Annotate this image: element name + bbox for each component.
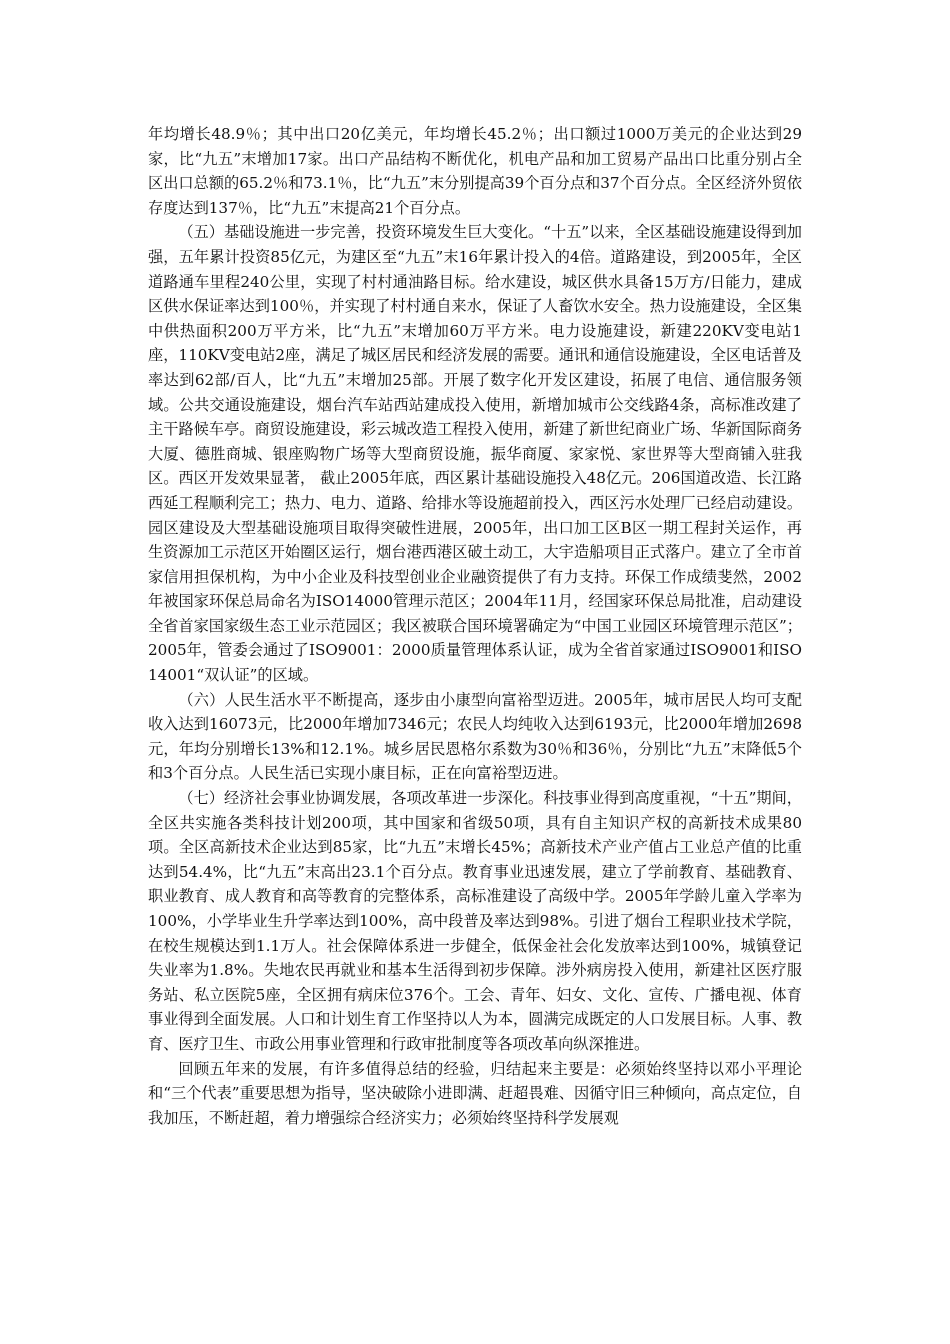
paragraph-social-development: （七）经济社会事业协调发展，各项改革进一步深化。科技事业得到高度重视，“十五”期间，全区共实施各类科技计划200项，其中国家和省级50项，具有自主知识产权的高新技术成果80项。全区高新技术企业达到85家，比“九五”末增长45%；高新技术产业产值占工业总产值的比重达到54.4%，比“九五”末高出23.1个百分点。教育事业迅速发展，建立了学前教育、基础教育、职业教育、成人教育和高等教育的完整体系，高标准建设了高级中学。2005年学龄儿童入学率为100%，小学毕业生升学率达到100%，高中段普及率达到98%。引进了烟台工程职业技术学院，在校生规模达到1.1万人。社会保障体系进一步健全，低保金社会化发放率达到100%，城镇登记失业率为1.8%。失地农民再就业和基本生活得到初步保障。涉外病房投入使用，新建社区医疗服务站、私立医院5座，全区拥有病床位376个。工会、青年、妇女、文化、宣传、广播电视、体育事业得到全面发展。人口和计划生育工作坚持以人为本，圆满完成既定的人口发展目标。人事、教育、医疗卫生、市政公用事业管理和行政审批制度等各项改革向纵深推进。 xyxy=(148,789,802,1053)
paragraph-review-experience: 回顾五年来的发展，有许多值得总结的经验，归结起来主要是：必须始终坚持以邓小平理论和“三个代表”重要思想为指导，坚决破除小进即满、赶超畏难、因循守旧三种倾向，高点定位，自我加压，不断赶超，着力增强综合经济实力；必须始终坚持科学发展观 xyxy=(148,1059,802,1127)
paragraph-infrastructure: （五）基础设施进一步完善，投资环境发生巨大变化。“十五”以来，全区基础设施建设得到加强，五年累计投资85亿元，为建区至“九五”末16年累计投入的4倍。道路建设，到2005年，全区道路通车里程240公里，实现了村村通油路目标。给水建设，城区供水具备15万方/日能力，建成区供水保证率达到100％，并实现了村村通自来水，保证了人畜饮水安全。热力设施建设，全区集中供热面积200万平方米，比“九五”末增加60万平方米。电力设施建设，新建220KV变电站1座，110KV变电站2座，满足了城区居民和经济发展的需要。通讯和通信设施建设，全区电话普及率达到62部/百人，比“九五”末增加25部。开展了数字化开发区建设，拓展了电信、通信服务领域。公共交通设施建设，烟台汽车站西站建成投入使用，新增加城市公交线路4条，高标准改建了主干路候车亭。商贸设施建设，彩云城改造工程投入使用，新建了新世纪商业广场、华新国际商务大厦、德胜商城、银座购物广场等大型商贸设施，振华商厦、家家悦、家世界等大型商铺入驻我区。西区开发效果显著， 截止2005年底，西区累计基础设施投入48亿元。206国道改造、长江路西延工程顺利完工；热力、电力、道路、给排水等设施超前投入，西区污水处理厂已经启动建设。园区建设及大型基础设施项目取得突破性进展，2005年，出口加工区B区一期工程封关运作，再生资源加工示范区开始圈区运行，烟台港西港区破土动工，大宇造船项目正式落户。建立了全市首家信用担保机构，为中小企业及科技型创业企业融资提供了有力支持。环保工作成绩斐然，2002年被国家环保总局命名为ISO14000管理示范区；2004年11月，经国家环保总局批准，启动建设全省首家国家级生态工业示范园区；我区被联合国环境署确定为“中国工业园区环境管理示范区”；2005年，管委会通过了ISO9001：2000质量管理体系认证，成为全省首家通过ISO9001和ISO14001“双认证”的区域。 xyxy=(148,223,802,685)
paragraph-export-growth: 年均增长48.9％；其中出口20亿美元，年均增长45.2％；出口额过1000万美元的企业达到29家，比“九五”末增加17家。出口产品结构不断优化，机电产品和加工贸易产品出口比重分别占全区出口总额的65.2％和73.1％，比“九五”末分别提高39个百分点和37个百分点。全区经济外贸依存度达到137％，比“九五”末提高21个百分点。 xyxy=(148,125,802,217)
paragraph-living-standards: （六）人民生活水平不断提高，逐步由小康型向富裕型迈进。2005年，城市居民人均可支配收入达到16073元，比2000年增加7346元；农民人均纯收入达到6193元，比2000年增加2698元，年均分别增长13%和12.1%。城乡居民恩格尔系数为30％和36％，分别比“九五”末降低5个和3个百分点。人民生活已实现小康目标，正在向富裕型迈进。 xyxy=(148,690,802,783)
